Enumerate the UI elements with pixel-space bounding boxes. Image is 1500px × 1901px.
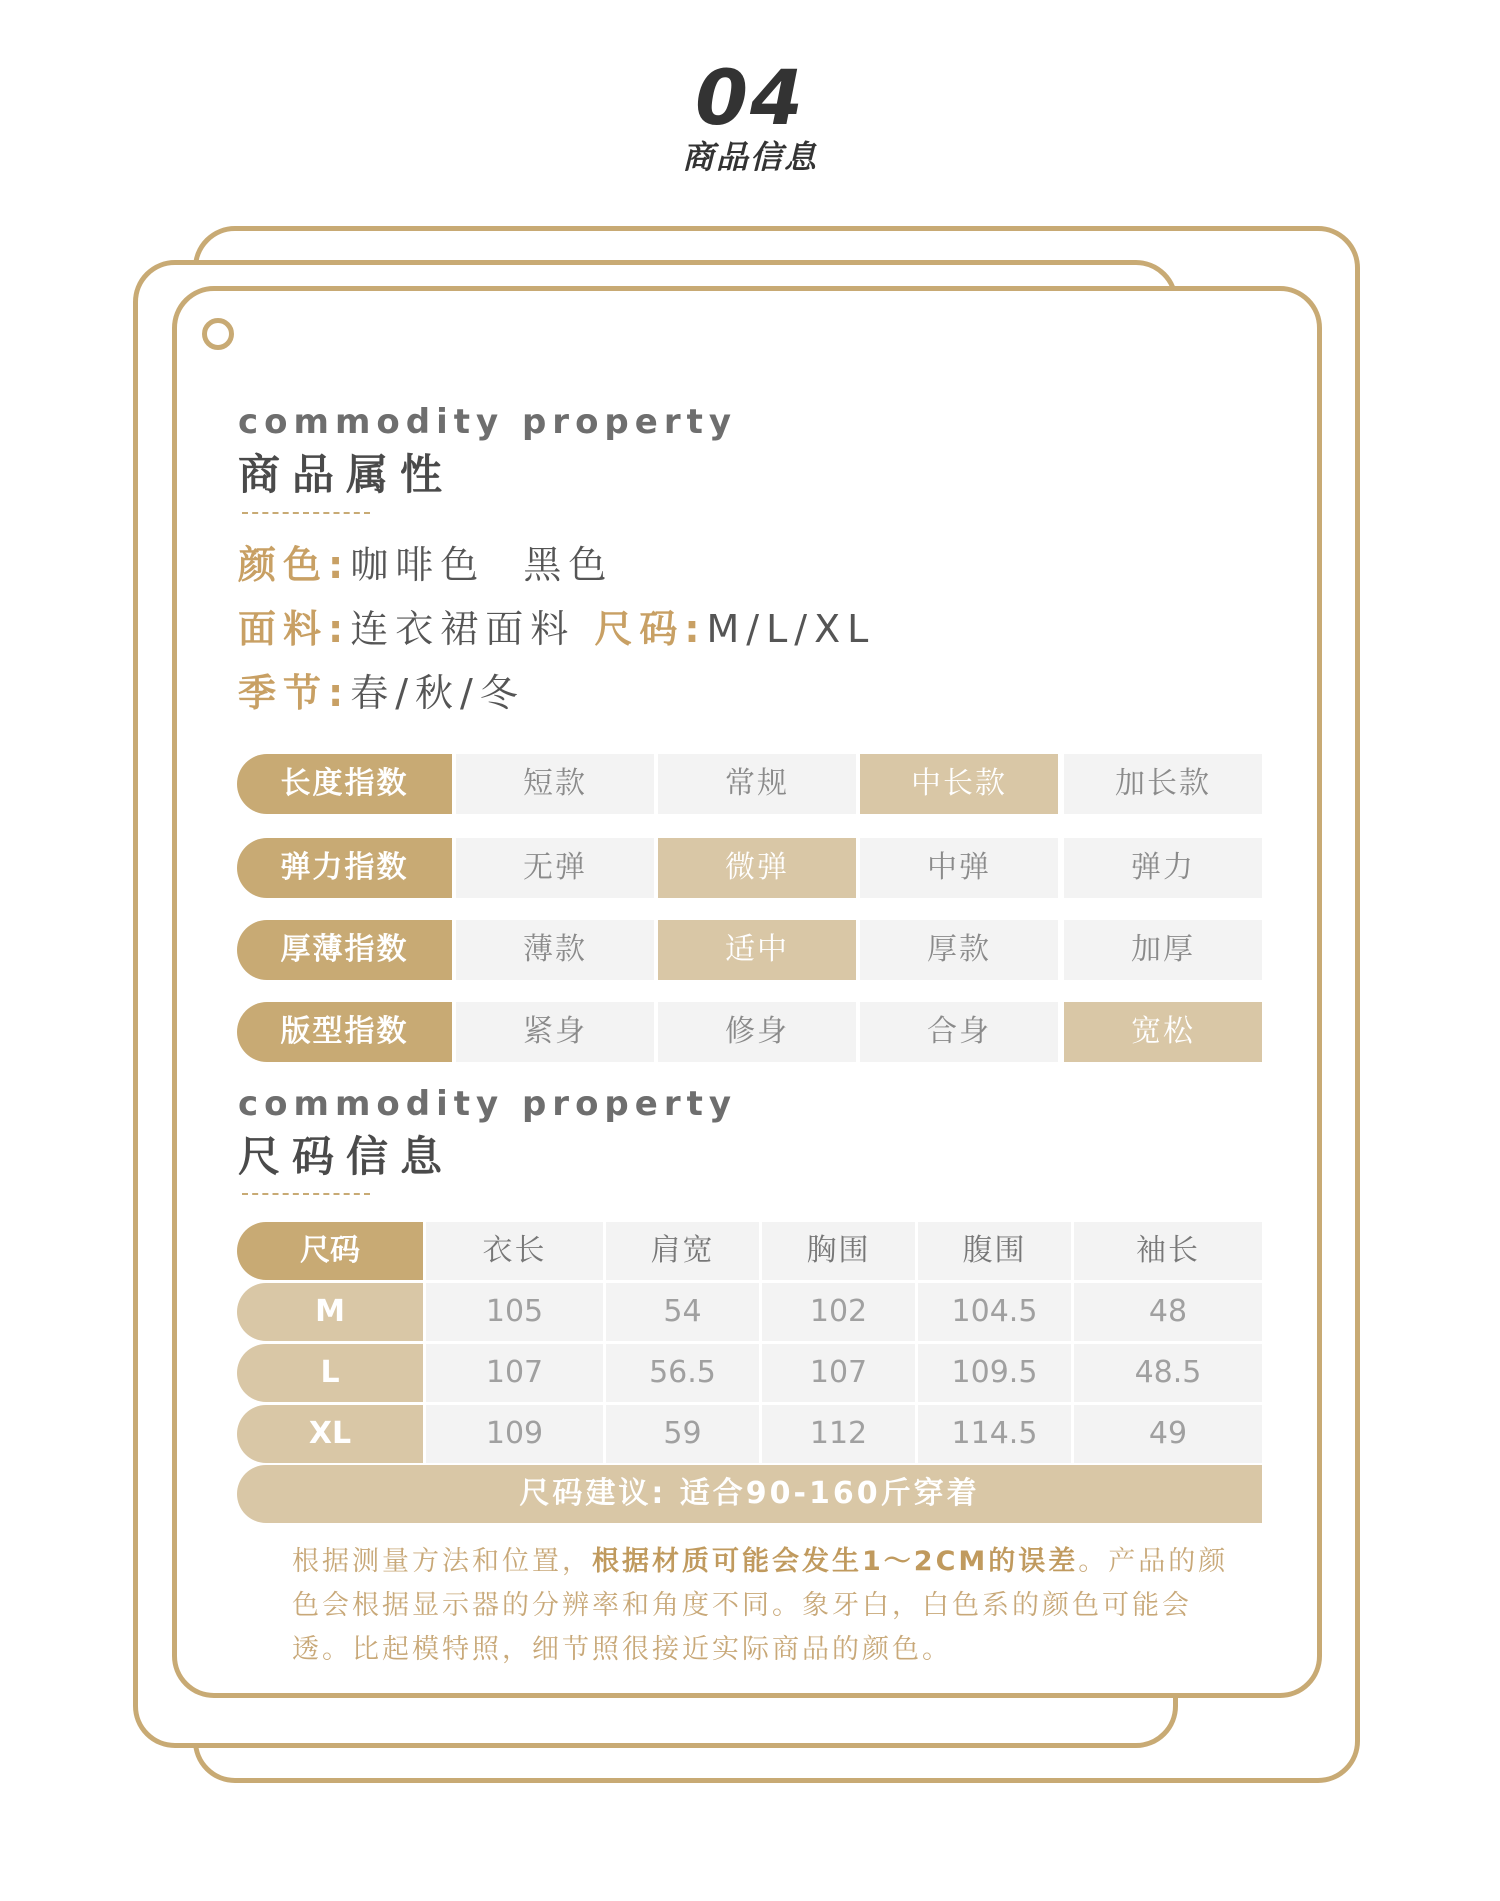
attribute-option-selected: 宽松 [1064,1002,1262,1062]
size-table-row-label: XL [237,1405,423,1463]
size-advice-bar: 尺码建议: 适合90-160斤穿着 [237,1465,1262,1523]
attribute-option: 厚款 [860,920,1058,980]
attribute-option: 加长款 [1064,754,1262,814]
size-table-cell: 107 [762,1344,915,1402]
fabric-line [238,598,875,653]
attribute-label: 弹力指数 [237,838,452,898]
season-label: 季节: [238,671,351,715]
size-table-cell: 48 [1074,1283,1262,1341]
property-cn-title: 商品属性 [238,450,455,499]
size-table-cell: 59 [606,1405,759,1463]
attribute-option: 常规 [658,754,856,814]
size-table-header: 肩宽 [606,1222,759,1280]
property-en-title: commodity property [238,402,738,442]
size-table-cell: 102 [762,1283,915,1341]
divider-dashed [242,1193,370,1195]
fabric-label: 面料: [238,607,351,651]
section-number: 04 [695,53,805,142]
attribute-option: 中弹 [860,838,1058,898]
attribute-option: 无弹 [456,838,654,898]
fabric-value: 连衣裙面料 [350,607,576,651]
attribute-option: 修身 [658,1002,856,1062]
size-table-corner: 尺码 [237,1222,423,1280]
attribute-label: 厚薄指数 [237,920,452,980]
size-table-cell: 56.5 [606,1344,759,1402]
attribute-label: 版型指数 [237,1002,452,1062]
attribute-label: 长度指数 [237,754,452,814]
size-table-header: 胸围 [762,1222,915,1280]
attribute-row-elasticity [237,838,1262,898]
season-value: 春/秋/冬 [350,671,525,715]
size-table-cell: 48.5 [1074,1344,1262,1402]
size-table-row-label: M [237,1283,423,1341]
size-table-header: 腹围 [918,1222,1071,1280]
season-line [238,662,525,717]
attribute-row-fit [237,1002,1262,1062]
size-table-cell: 109.5 [918,1344,1071,1402]
attribute-option: 紧身 [456,1002,654,1062]
attribute-option: 薄款 [456,920,654,980]
attribute-option: 弹力 [1064,838,1262,898]
size-table-header: 衣长 [426,1222,603,1280]
size-table-cell: 49 [1074,1405,1262,1463]
note-text: 根据测量方法和位置， [292,1546,592,1577]
divider-dashed [242,512,370,514]
color-value: 咖啡色 黑色 [350,543,614,587]
size-table-header: 袖长 [1074,1222,1262,1280]
note-text: 。产品的颜色会根据显示器的分辨率和角度不同。象牙白，白色系的颜色可能会透。比起模特照，细节照很接近实际商品的颜色。 [292,1546,1229,1665]
size-table-cell: 112 [762,1405,915,1463]
size-cn-title: 尺码信息 [238,1132,455,1181]
size-table-cell: 105 [426,1283,603,1341]
size-label: 尺码: [594,607,707,651]
attribute-option-selected: 微弹 [658,838,856,898]
size-table-row-label: L [237,1344,423,1402]
size-table-cell: 114.5 [918,1405,1071,1463]
attribute-option: 短款 [456,754,654,814]
attribute-option-selected: 适中 [658,920,856,980]
color-line [238,534,613,589]
size-value: M/L/XL [706,607,876,651]
color-label: 颜色: [238,543,351,587]
size-table-cell: 54 [606,1283,759,1341]
attribute-option-selected: 中长款 [860,754,1058,814]
size-en-title: commodity property [238,1084,738,1124]
disclaimer-note [292,1540,1232,1672]
attribute-option: 合身 [860,1002,1058,1062]
attribute-row-length [237,754,1262,814]
note-emphasis: 根据材质可能会发生1～2CM的误差 [592,1546,1079,1577]
size-table-cell: 109 [426,1405,603,1463]
size-table-cell: 104.5 [918,1283,1071,1341]
attribute-row-thickness [237,920,1262,980]
attribute-option: 加厚 [1064,920,1262,980]
size-table-cell: 107 [426,1344,603,1402]
section-title: 商品信息 [681,138,818,176]
tag-hole-icon [202,318,234,350]
